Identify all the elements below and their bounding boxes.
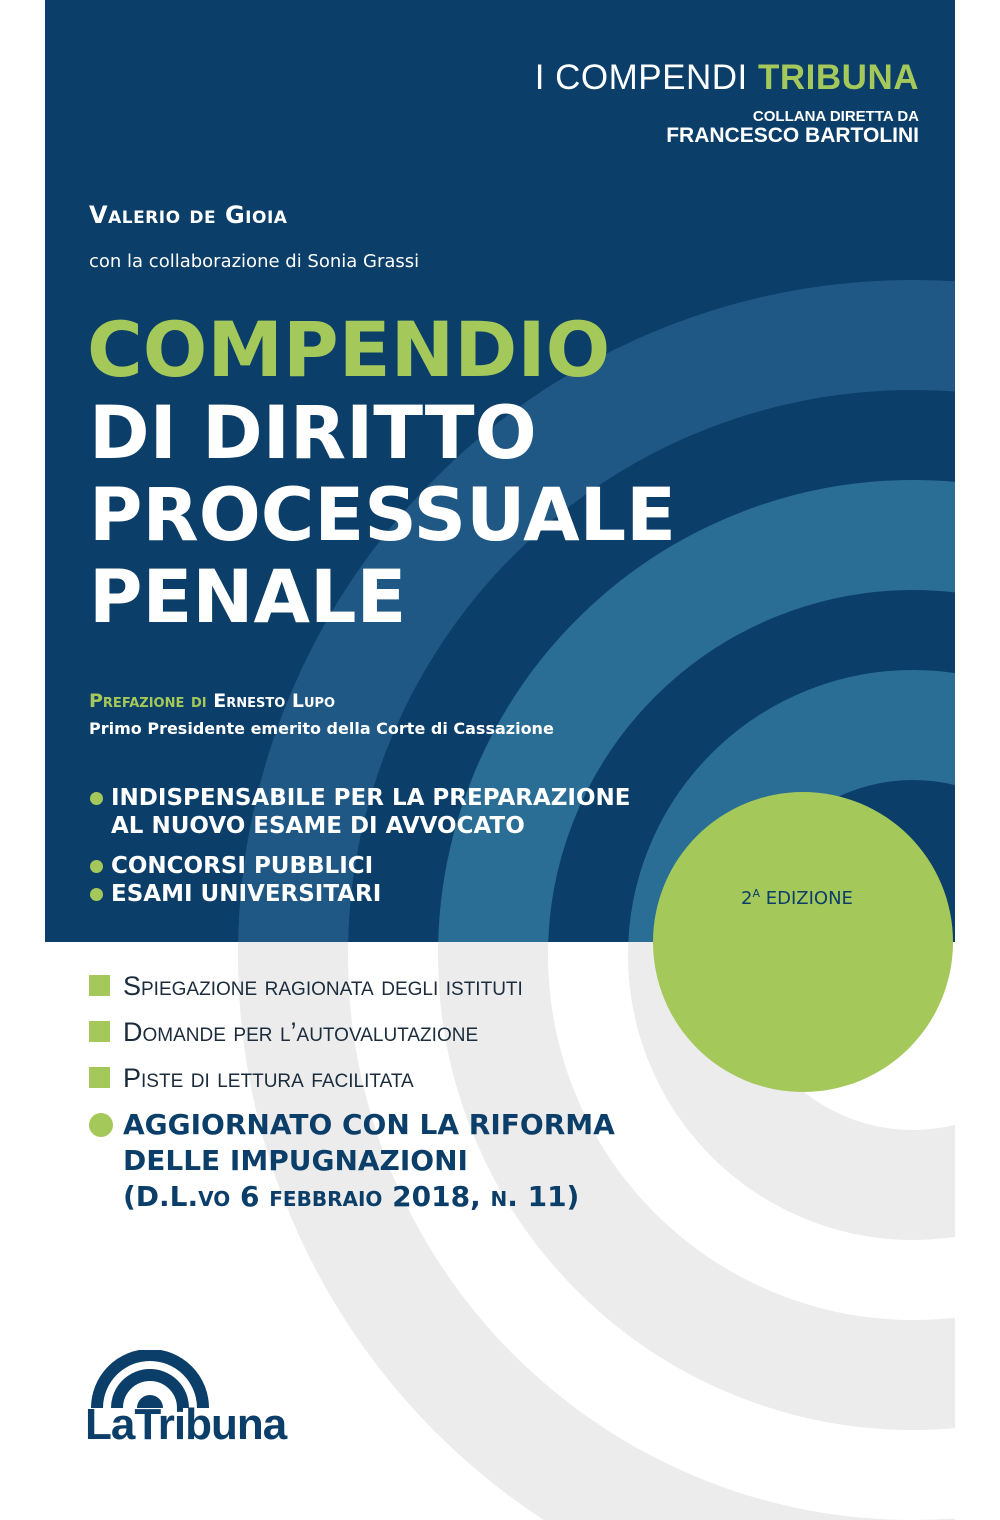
- series-name: [535, 58, 919, 98]
- preface-name: Ernesto Lupo: [213, 690, 336, 712]
- collana-label: COLLANA DIRETTA DA: [752, 108, 919, 125]
- publisher-name: LaTribuna: [85, 1400, 287, 1449]
- feature-text: Piste di lettura facilitata: [123, 1063, 414, 1093]
- author-name: Valerio de Gioia: [89, 201, 288, 229]
- square-bullet-icon: [89, 975, 110, 996]
- collana-director: FRANCESCO BARTOLINI: [666, 124, 919, 147]
- audience-item-line: AL NUOVO ESAME DI AVVOCATO: [111, 813, 525, 839]
- update-note: [89, 1107, 615, 1215]
- title-line-3: PROCESSUALE: [89, 473, 676, 558]
- bullet-dot-icon: [90, 888, 103, 901]
- book-cover: [45, 0, 955, 1520]
- bullet-dot-icon: [90, 792, 103, 805]
- preface-credit: [89, 690, 335, 712]
- square-bullet-icon: [89, 1021, 110, 1042]
- series-brand: TRIBUNA: [758, 58, 919, 97]
- audience-list: [89, 784, 631, 908]
- update-line: AGGIORNATO CON LA RIFORMA: [123, 1108, 615, 1141]
- edition-badge: [653, 792, 953, 1092]
- feature-text: Domande per l’autovalutazione: [123, 1017, 479, 1047]
- edition-number: 2: [741, 888, 753, 909]
- title-line-4: PENALE: [89, 555, 407, 640]
- feature-text: Spiegazione ragionata degli istituti: [123, 971, 523, 1001]
- title-line-1: COMPENDIO: [87, 305, 611, 394]
- feature-item: [89, 963, 523, 1009]
- features-list: [89, 963, 523, 1101]
- audience-item-line: CONCORSI PUBBLICI: [111, 853, 374, 879]
- edition-superscript: A: [752, 887, 760, 900]
- feature-item: [89, 1055, 523, 1101]
- preface-label: Prefazione di: [89, 690, 207, 712]
- update-line: (D.L.vo 6 febbraio 2018, n. 11): [123, 1180, 580, 1213]
- bullet-dot-icon: [89, 1113, 113, 1137]
- bullet-dot-icon: [90, 860, 103, 873]
- audience-item: [89, 784, 631, 840]
- edition-label: [741, 887, 853, 909]
- edition-text: EDIZIONE: [765, 888, 853, 909]
- audience-item: [89, 880, 631, 908]
- collaboration-note: con la collaborazione di Sonia Grassi: [89, 251, 420, 272]
- audience-item-line: ESAMI UNIVERSITARI: [111, 881, 382, 907]
- audience-item: [89, 852, 631, 880]
- update-line: DELLE IMPUGNAZIONI: [123, 1144, 468, 1177]
- series-prefix: I COMPENDI: [534, 58, 748, 97]
- square-bullet-icon: [89, 1067, 110, 1088]
- title-line-2: DI DIRITTO: [89, 391, 537, 476]
- preface-role: Primo Presidente emerito della Corte di Cassazione: [89, 719, 554, 738]
- audience-item-line: INDISPENSABILE PER LA PREPARAZIONE: [111, 785, 631, 811]
- feature-item: [89, 1009, 523, 1055]
